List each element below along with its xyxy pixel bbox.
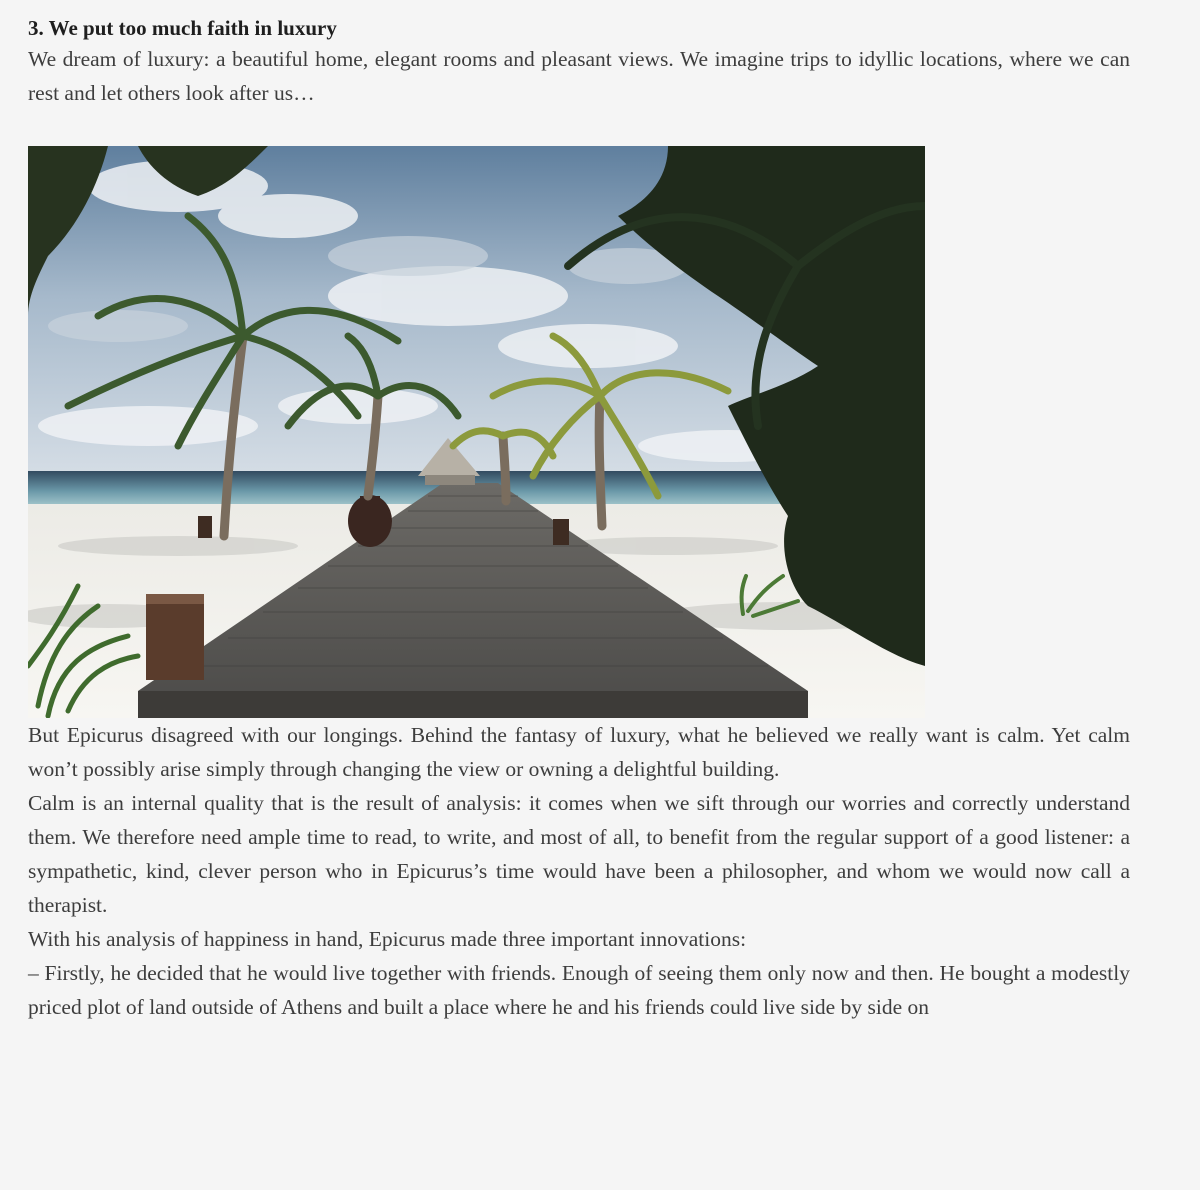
article-content xyxy=(28,0,1130,1024)
intro-paragraph: We dream of luxury: a beautiful home, elegant rooms and pleasant views. We imagine trips to idyllic locations, where we can rest and let others look after us… xyxy=(28,47,1130,105)
paragraph-calm-internal: Calm is an internal quality that is the result of analysis: it comes when we sift through our worries and correctly understand them. We therefore need ample time to read, to write, and most of all, to benefit from the regular support of a good listener: a sympathetic, kind, clever person who in Epicurus’s time would have been a philosopher, and whom we would now call a therapist. xyxy=(28,791,1130,917)
section-heading: 3. We put too much faith in luxury xyxy=(28,16,337,40)
paragraph-firstly-friends: – Firstly, he decided that he would live together with friends. Enough of seeing them only now and then. He bought a modestly priced plot of land outside of Athens and built a place where he and his friends could live side by side on xyxy=(28,961,1130,1019)
paragraph-three-innovations: With his analysis of happiness in hand, Epicurus made three important innovations: xyxy=(28,927,747,951)
beach-boardwalk-image xyxy=(28,146,925,718)
paragraph-epicurus-disagreed: But Epicurus disagreed with our longings. Behind the fantasy of luxury, what he believed we really want is calm. Yet calm won’t possibly arise simply through changing the view or owning a delightful building. xyxy=(28,723,1130,781)
